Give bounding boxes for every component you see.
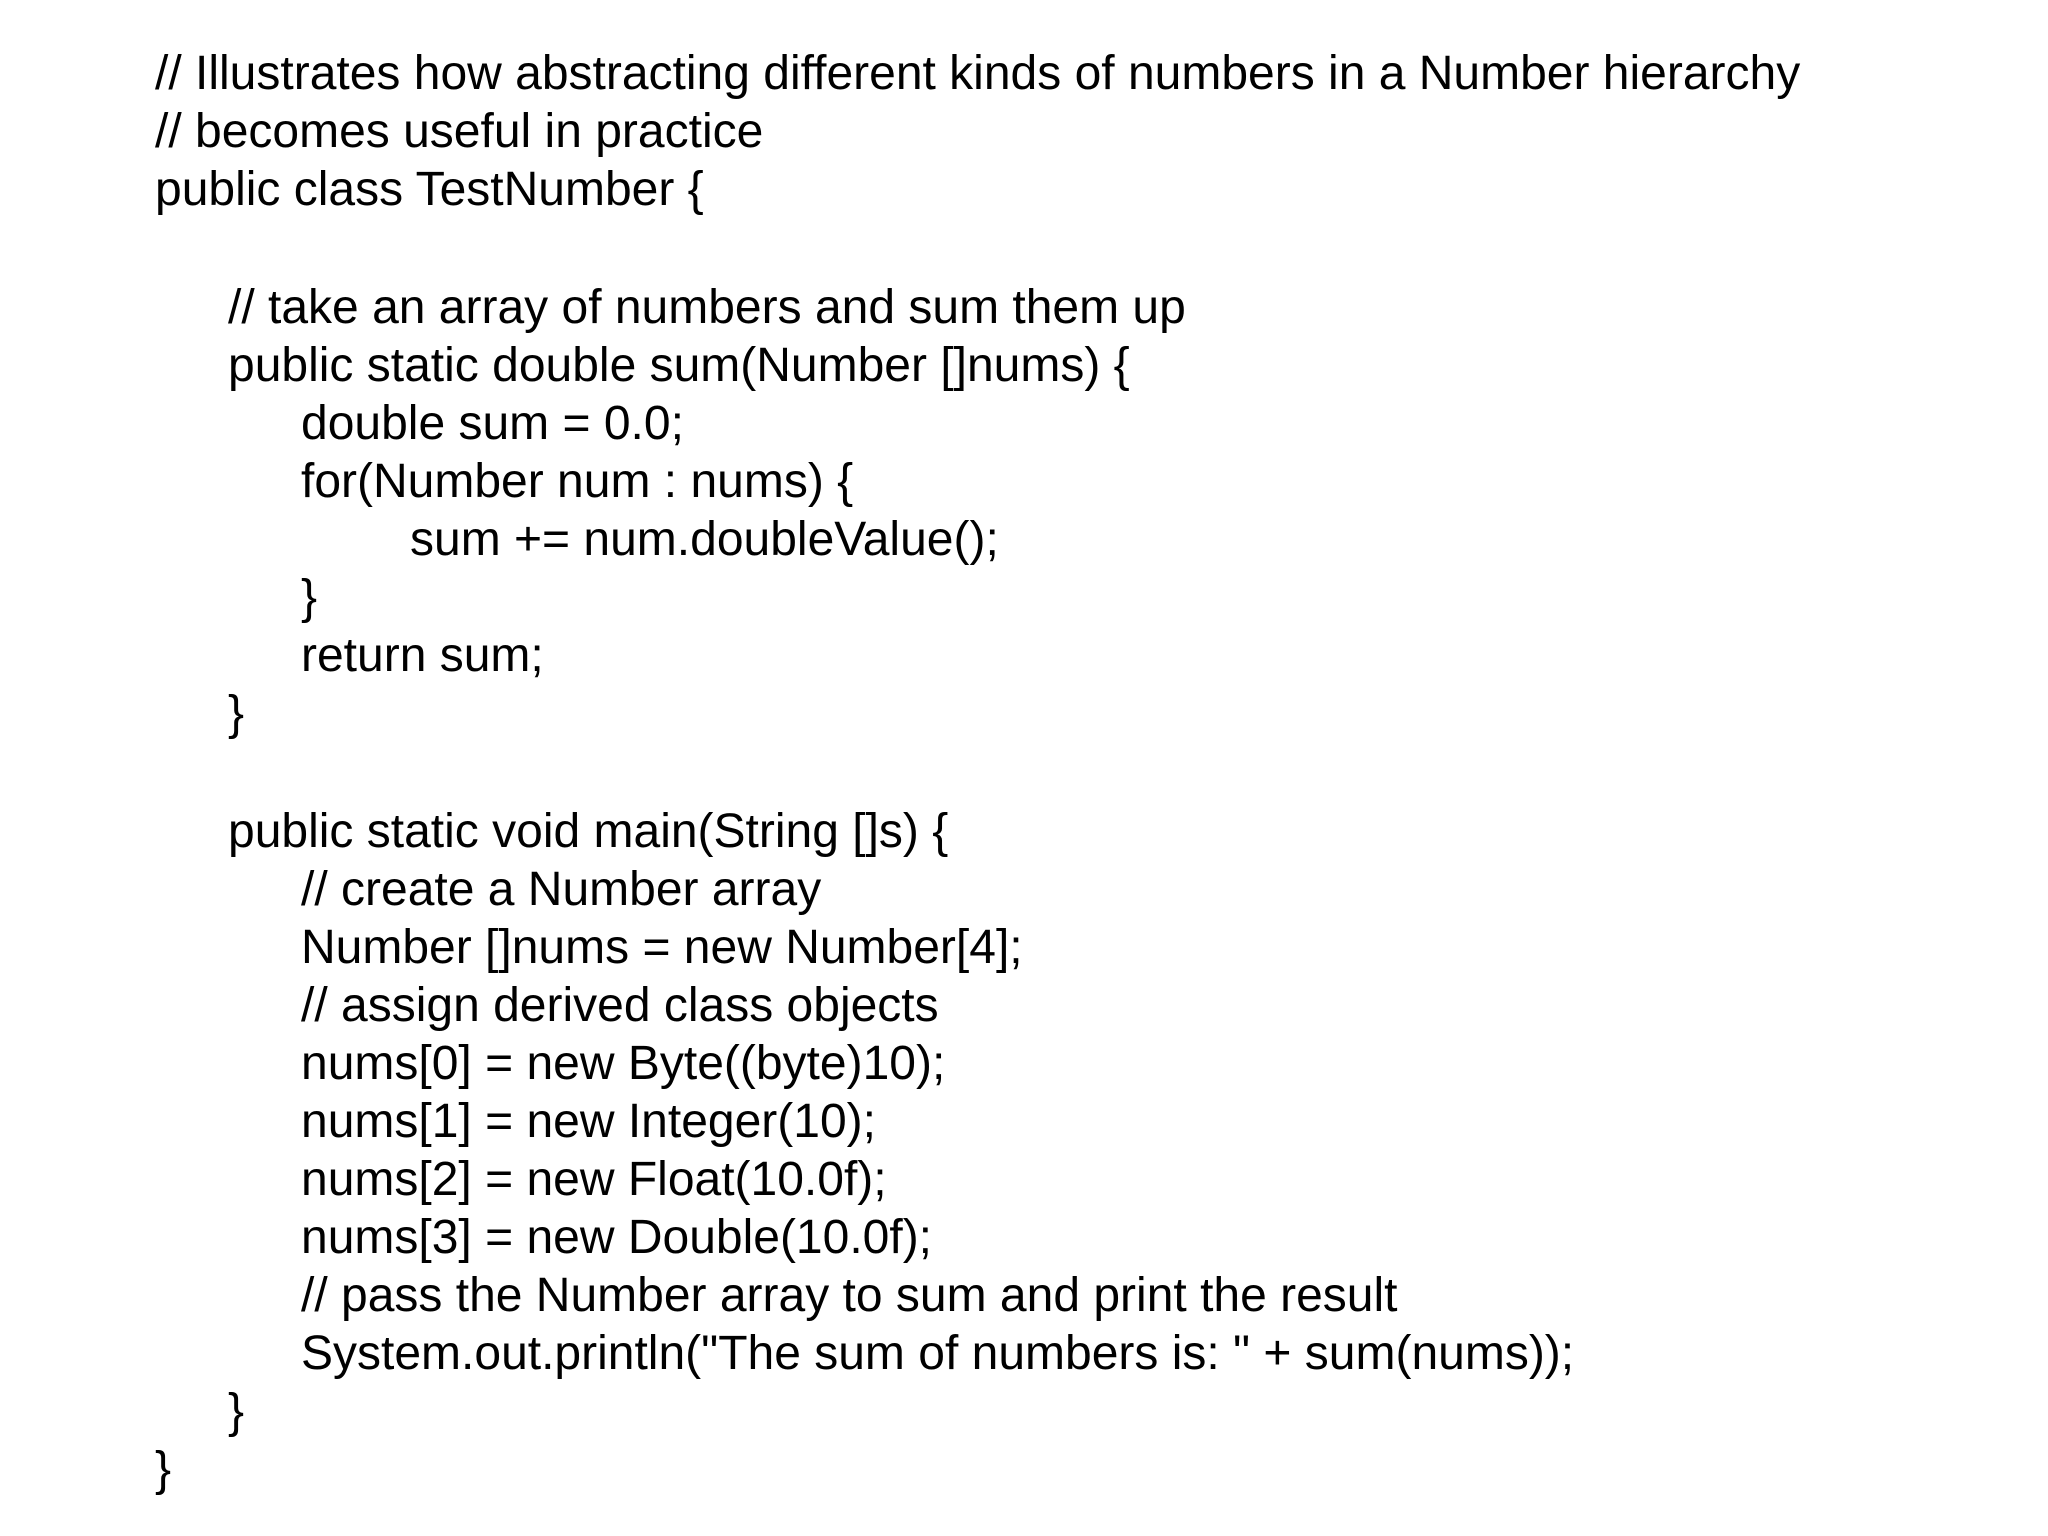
return-statement: return sum; bbox=[301, 629, 544, 682]
for-loop-header: for(Number num : nums) { bbox=[301, 455, 854, 508]
closing-brace: } bbox=[228, 1385, 245, 1438]
code-comment: // pass the Number array to sum and print the result bbox=[301, 1269, 1398, 1322]
code-line: nums[1] = new Integer(10); bbox=[301, 1095, 876, 1148]
code-line: sum += num.doubleValue(); bbox=[410, 513, 999, 566]
code-comment: // assign derived class objects bbox=[301, 979, 939, 1032]
code-line: nums[3] = new Double(10.0f); bbox=[301, 1211, 933, 1264]
class-declaration: public class TestNumber { bbox=[155, 163, 704, 216]
closing-brace: } bbox=[301, 571, 318, 624]
closing-brace: } bbox=[155, 1443, 172, 1496]
code-comment: // take an array of numbers and sum them up bbox=[228, 281, 1186, 334]
code-comment: // Illustrates how abstracting different kinds of numbers in a Number hierarchy bbox=[155, 47, 1801, 100]
code-line: nums[0] = new Byte((byte)10); bbox=[301, 1037, 946, 1090]
method-signature-main: public static void main(String []s) { bbox=[228, 805, 949, 858]
method-signature-sum: public static double sum(Number []nums) { bbox=[228, 339, 1130, 392]
code-line: Number []nums = new Number[4]; bbox=[301, 921, 1023, 974]
code-comment: // becomes useful in practice bbox=[155, 105, 764, 158]
code-line: double sum = 0.0; bbox=[301, 397, 684, 450]
code-line: nums[2] = new Float(10.0f); bbox=[301, 1153, 887, 1206]
closing-brace: } bbox=[228, 687, 245, 740]
code-line: System.out.println("The sum of numbers is: " + sum(nums)); bbox=[301, 1327, 1575, 1380]
code-comment: // create a Number array bbox=[301, 863, 822, 916]
